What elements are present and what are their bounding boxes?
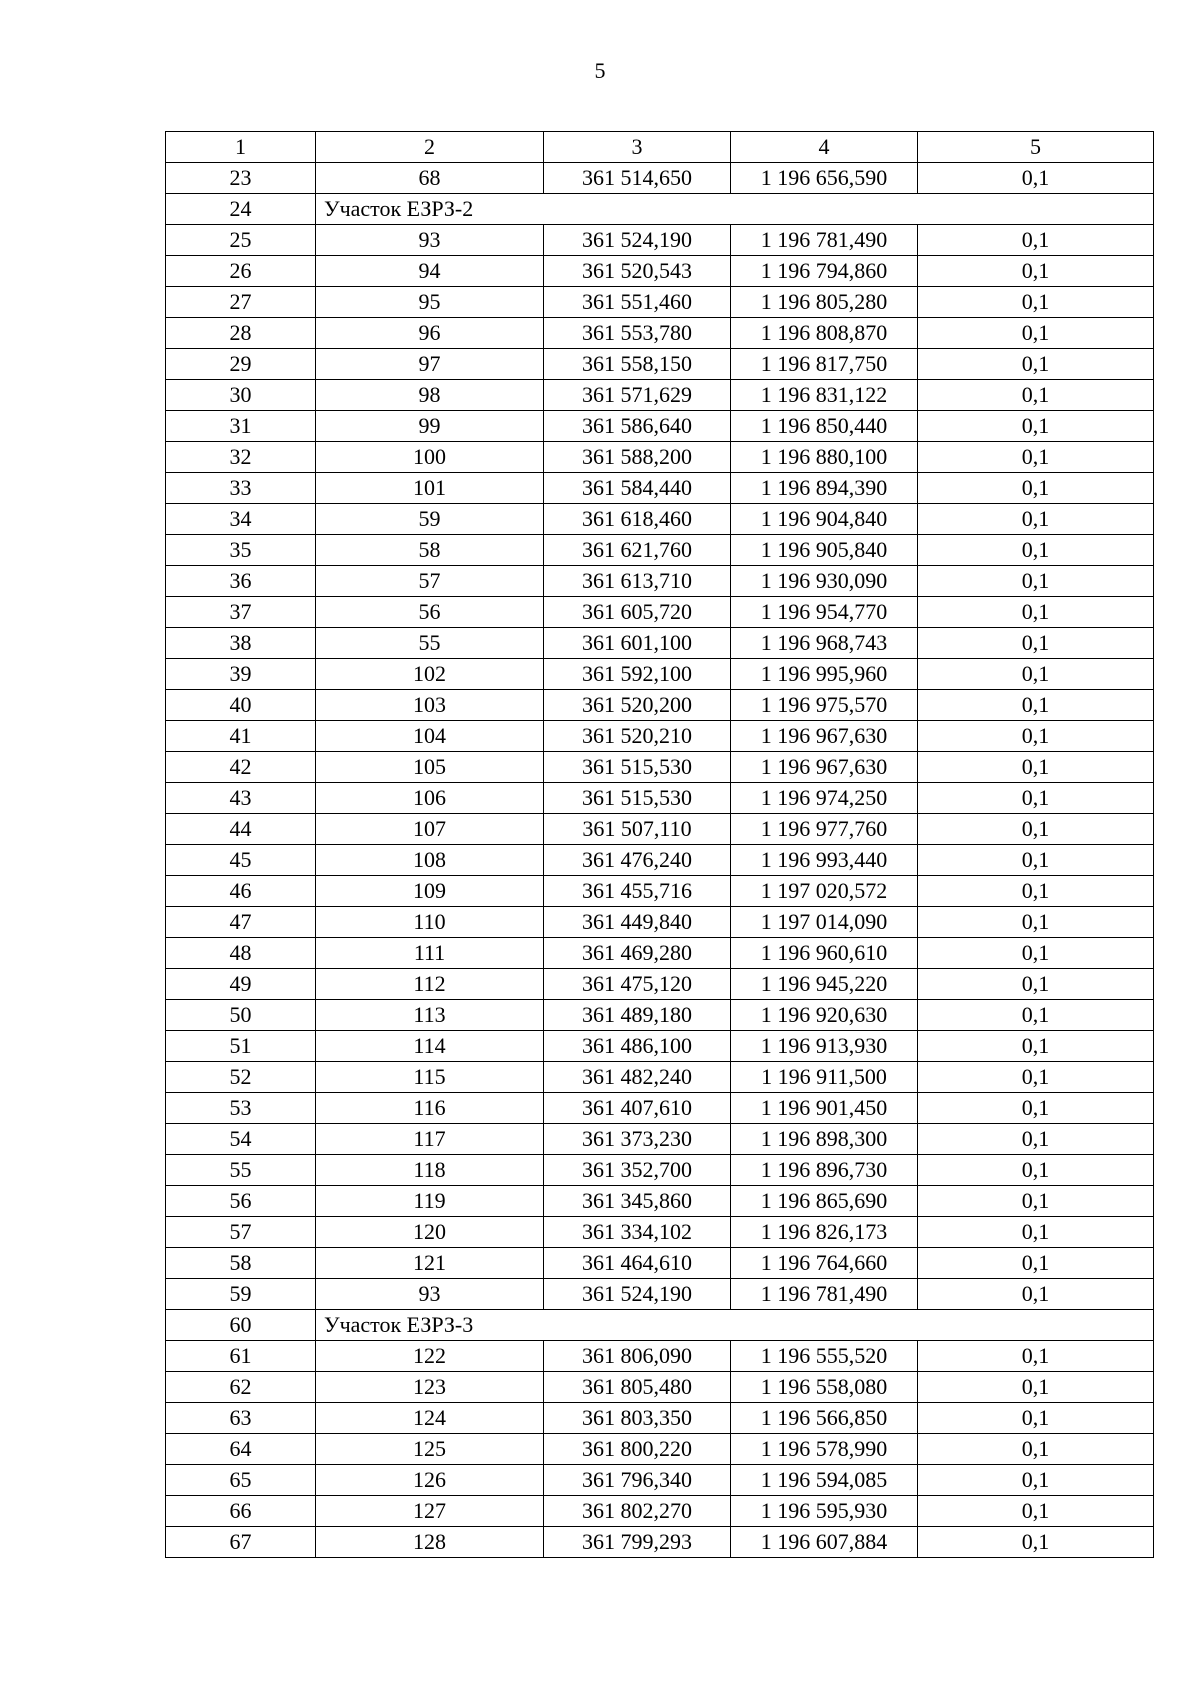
point-number-cell: 126 <box>316 1465 544 1496</box>
row-number-cell: 58 <box>166 1248 316 1279</box>
point-number-cell: 56 <box>316 597 544 628</box>
y-coordinate-cell: 1 196 977,760 <box>731 814 918 845</box>
table-row <box>166 1248 1154 1279</box>
row-number-cell: 37 <box>166 597 316 628</box>
point-number-cell: 116 <box>316 1093 544 1124</box>
point-number-cell: 128 <box>316 1527 544 1558</box>
table-row <box>166 1124 1154 1155</box>
x-coordinate-cell: 361 524,190 <box>544 225 731 256</box>
row-number-cell: 26 <box>166 256 316 287</box>
accuracy-cell: 0,1 <box>918 876 1154 907</box>
column-header: 3 <box>544 132 731 163</box>
y-coordinate-cell: 1 196 920,630 <box>731 1000 918 1031</box>
row-number-cell: 28 <box>166 318 316 349</box>
x-coordinate-cell: 361 486,100 <box>544 1031 731 1062</box>
x-coordinate-cell: 361 605,720 <box>544 597 731 628</box>
table-row <box>166 566 1154 597</box>
row-number-cell: 65 <box>166 1465 316 1496</box>
y-coordinate-cell: 1 196 781,490 <box>731 1279 918 1310</box>
x-coordinate-cell: 361 621,760 <box>544 535 731 566</box>
table-row <box>166 1000 1154 1031</box>
column-header: 5 <box>918 132 1154 163</box>
point-number-cell: 94 <box>316 256 544 287</box>
table-row <box>166 504 1154 535</box>
point-number-cell: 93 <box>316 1279 544 1310</box>
table-row <box>166 659 1154 690</box>
x-coordinate-cell: 361 514,650 <box>544 163 731 194</box>
point-number-cell: 114 <box>316 1031 544 1062</box>
x-coordinate-cell: 361 520,200 <box>544 690 731 721</box>
table-header-row <box>166 132 1154 163</box>
table-row <box>166 690 1154 721</box>
y-coordinate-cell: 1 196 578,990 <box>731 1434 918 1465</box>
y-coordinate-cell: 1 196 911,500 <box>731 1062 918 1093</box>
row-number-cell: 42 <box>166 752 316 783</box>
table-row <box>166 783 1154 814</box>
accuracy-cell: 0,1 <box>918 411 1154 442</box>
accuracy-cell: 0,1 <box>918 597 1154 628</box>
accuracy-cell: 0,1 <box>918 814 1154 845</box>
point-number-cell: 59 <box>316 504 544 535</box>
table-row <box>166 1217 1154 1248</box>
row-number-cell: 23 <box>166 163 316 194</box>
accuracy-cell: 0,1 <box>918 690 1154 721</box>
y-coordinate-cell: 1 196 594,085 <box>731 1465 918 1496</box>
row-number-cell: 35 <box>166 535 316 566</box>
row-number-cell: 31 <box>166 411 316 442</box>
table-row <box>166 473 1154 504</box>
column-header: 4 <box>731 132 918 163</box>
table-row <box>166 1031 1154 1062</box>
point-number-cell: 118 <box>316 1155 544 1186</box>
row-number-cell: 41 <box>166 721 316 752</box>
table-row <box>166 380 1154 411</box>
point-number-cell: 103 <box>316 690 544 721</box>
y-coordinate-cell: 1 196 967,630 <box>731 752 918 783</box>
x-coordinate-cell: 361 334,102 <box>544 1217 731 1248</box>
point-number-cell: 99 <box>316 411 544 442</box>
table-row <box>166 1527 1154 1558</box>
table-row <box>166 256 1154 287</box>
y-coordinate-cell: 1 196 995,960 <box>731 659 918 690</box>
x-coordinate-cell: 361 515,530 <box>544 783 731 814</box>
x-coordinate-cell: 361 482,240 <box>544 1062 731 1093</box>
y-coordinate-cell: 1 197 014,090 <box>731 907 918 938</box>
point-number-cell: 108 <box>316 845 544 876</box>
y-coordinate-cell: 1 196 975,570 <box>731 690 918 721</box>
row-number-cell: 56 <box>166 1186 316 1217</box>
accuracy-cell: 0,1 <box>918 1155 1154 1186</box>
y-coordinate-cell: 1 196 930,090 <box>731 566 918 597</box>
row-number-cell: 48 <box>166 938 316 969</box>
y-coordinate-cell: 1 196 945,220 <box>731 969 918 1000</box>
x-coordinate-cell: 361 558,150 <box>544 349 731 380</box>
section-label-cell: Участок ЕЗРЗ-2 <box>316 194 1154 225</box>
row-number-cell: 39 <box>166 659 316 690</box>
row-number-cell: 67 <box>166 1527 316 1558</box>
x-coordinate-cell: 361 796,340 <box>544 1465 731 1496</box>
accuracy-cell: 0,1 <box>918 442 1154 473</box>
y-coordinate-cell: 1 196 898,300 <box>731 1124 918 1155</box>
point-number-cell: 96 <box>316 318 544 349</box>
point-number-cell: 121 <box>316 1248 544 1279</box>
table-body <box>166 163 1154 1558</box>
row-number-cell: 46 <box>166 876 316 907</box>
point-number-cell: 113 <box>316 1000 544 1031</box>
accuracy-cell: 0,1 <box>918 473 1154 504</box>
table-row <box>166 969 1154 1000</box>
point-number-cell: 125 <box>316 1434 544 1465</box>
row-number-cell: 30 <box>166 380 316 411</box>
row-number-cell: 51 <box>166 1031 316 1062</box>
table-row <box>166 163 1154 194</box>
row-number-cell: 60 <box>166 1310 316 1341</box>
point-number-cell: 112 <box>316 969 544 1000</box>
y-coordinate-cell: 1 196 974,250 <box>731 783 918 814</box>
accuracy-cell: 0,1 <box>918 1434 1154 1465</box>
page-number: 5 <box>594 58 606 83</box>
point-number-cell: 57 <box>316 566 544 597</box>
y-coordinate-cell: 1 196 880,100 <box>731 442 918 473</box>
x-coordinate-cell: 361 588,200 <box>544 442 731 473</box>
table-row <box>166 1062 1154 1093</box>
table-row <box>166 597 1154 628</box>
section-row <box>166 194 1154 225</box>
accuracy-cell: 0,1 <box>918 349 1154 380</box>
y-coordinate-cell: 1 196 817,750 <box>731 349 918 380</box>
row-number-cell: 61 <box>166 1341 316 1372</box>
y-coordinate-cell: 1 196 808,870 <box>731 318 918 349</box>
y-coordinate-cell: 1 196 850,440 <box>731 411 918 442</box>
x-coordinate-cell: 361 449,840 <box>544 907 731 938</box>
point-number-cell: 101 <box>316 473 544 504</box>
table-row <box>166 876 1154 907</box>
y-coordinate-cell: 1 196 894,390 <box>731 473 918 504</box>
accuracy-cell: 0,1 <box>918 783 1154 814</box>
y-coordinate-cell: 1 196 558,080 <box>731 1372 918 1403</box>
y-coordinate-cell: 1 196 960,610 <box>731 938 918 969</box>
row-number-cell: 32 <box>166 442 316 473</box>
point-number-cell: 100 <box>316 442 544 473</box>
row-number-cell: 44 <box>166 814 316 845</box>
point-number-cell: 109 <box>316 876 544 907</box>
y-coordinate-cell: 1 196 954,770 <box>731 597 918 628</box>
x-coordinate-cell: 361 613,710 <box>544 566 731 597</box>
accuracy-cell: 0,1 <box>918 1093 1154 1124</box>
y-coordinate-cell: 1 196 805,280 <box>731 287 918 318</box>
point-number-cell: 119 <box>316 1186 544 1217</box>
point-number-cell: 93 <box>316 225 544 256</box>
accuracy-cell: 0,1 <box>918 535 1154 566</box>
y-coordinate-cell: 1 196 826,173 <box>731 1217 918 1248</box>
row-number-cell: 66 <box>166 1496 316 1527</box>
row-number-cell: 34 <box>166 504 316 535</box>
y-coordinate-cell: 1 196 831,122 <box>731 380 918 411</box>
row-number-cell: 49 <box>166 969 316 1000</box>
table-row <box>166 1372 1154 1403</box>
x-coordinate-cell: 361 469,280 <box>544 938 731 969</box>
accuracy-cell: 0,1 <box>918 1124 1154 1155</box>
table-row <box>166 1341 1154 1372</box>
x-coordinate-cell: 361 475,120 <box>544 969 731 1000</box>
x-coordinate-cell: 361 407,610 <box>544 1093 731 1124</box>
accuracy-cell: 0,1 <box>918 1527 1154 1558</box>
table-row <box>166 1403 1154 1434</box>
x-coordinate-cell: 361 520,543 <box>544 256 731 287</box>
x-coordinate-cell: 361 584,440 <box>544 473 731 504</box>
row-number-cell: 36 <box>166 566 316 597</box>
section-label-cell: Участок ЕЗРЗ-3 <box>316 1310 1154 1341</box>
point-number-cell: 127 <box>316 1496 544 1527</box>
table-row <box>166 411 1154 442</box>
row-number-cell: 45 <box>166 845 316 876</box>
point-number-cell: 97 <box>316 349 544 380</box>
row-number-cell: 29 <box>166 349 316 380</box>
point-number-cell: 115 <box>316 1062 544 1093</box>
row-number-cell: 50 <box>166 1000 316 1031</box>
row-number-cell: 57 <box>166 1217 316 1248</box>
point-number-cell: 106 <box>316 783 544 814</box>
y-coordinate-cell: 1 196 656,590 <box>731 163 918 194</box>
point-number-cell: 58 <box>316 535 544 566</box>
row-number-cell: 52 <box>166 1062 316 1093</box>
point-number-cell: 110 <box>316 907 544 938</box>
row-number-cell: 63 <box>166 1403 316 1434</box>
accuracy-cell: 0,1 <box>918 1372 1154 1403</box>
row-number-cell: 25 <box>166 225 316 256</box>
accuracy-cell: 0,1 <box>918 907 1154 938</box>
accuracy-cell: 0,1 <box>918 1465 1154 1496</box>
accuracy-cell: 0,1 <box>918 1000 1154 1031</box>
row-number-cell: 62 <box>166 1372 316 1403</box>
x-coordinate-cell: 361 805,480 <box>544 1372 731 1403</box>
x-coordinate-cell: 361 515,530 <box>544 752 731 783</box>
x-coordinate-cell: 361 586,640 <box>544 411 731 442</box>
table-row <box>166 349 1154 380</box>
table-row <box>166 938 1154 969</box>
x-coordinate-cell: 361 352,700 <box>544 1155 731 1186</box>
x-coordinate-cell: 361 507,110 <box>544 814 731 845</box>
accuracy-cell: 0,1 <box>918 659 1154 690</box>
row-number-cell: 64 <box>166 1434 316 1465</box>
row-number-cell: 55 <box>166 1155 316 1186</box>
y-coordinate-cell: 1 196 896,730 <box>731 1155 918 1186</box>
accuracy-cell: 0,1 <box>918 256 1154 287</box>
table-row <box>166 1279 1154 1310</box>
x-coordinate-cell: 361 455,716 <box>544 876 731 907</box>
y-coordinate-cell: 1 196 607,884 <box>731 1527 918 1558</box>
x-coordinate-cell: 361 592,100 <box>544 659 731 690</box>
accuracy-cell: 0,1 <box>918 938 1154 969</box>
y-coordinate-cell: 1 196 901,450 <box>731 1093 918 1124</box>
x-coordinate-cell: 361 464,610 <box>544 1248 731 1279</box>
point-number-cell: 98 <box>316 380 544 411</box>
row-number-cell: 38 <box>166 628 316 659</box>
x-coordinate-cell: 361 802,270 <box>544 1496 731 1527</box>
accuracy-cell: 0,1 <box>918 1341 1154 1372</box>
table-row <box>166 287 1154 318</box>
x-coordinate-cell: 361 799,293 <box>544 1527 731 1558</box>
y-coordinate-cell: 1 196 905,840 <box>731 535 918 566</box>
table-row <box>166 1496 1154 1527</box>
y-coordinate-cell: 1 196 555,520 <box>731 1341 918 1372</box>
x-coordinate-cell: 361 618,460 <box>544 504 731 535</box>
accuracy-cell: 0,1 <box>918 752 1154 783</box>
row-number-cell: 27 <box>166 287 316 318</box>
accuracy-cell: 0,1 <box>918 318 1154 349</box>
row-number-cell: 33 <box>166 473 316 504</box>
accuracy-cell: 0,1 <box>918 163 1154 194</box>
point-number-cell: 120 <box>316 1217 544 1248</box>
y-coordinate-cell: 1 196 595,930 <box>731 1496 918 1527</box>
point-number-cell: 102 <box>316 659 544 690</box>
x-coordinate-cell: 361 373,230 <box>544 1124 731 1155</box>
row-number-cell: 24 <box>166 194 316 225</box>
x-coordinate-cell: 361 803,350 <box>544 1403 731 1434</box>
table-row <box>166 225 1154 256</box>
row-number-cell: 43 <box>166 783 316 814</box>
x-coordinate-cell: 361 520,210 <box>544 721 731 752</box>
y-coordinate-cell: 1 196 764,660 <box>731 1248 918 1279</box>
point-number-cell: 105 <box>316 752 544 783</box>
row-number-cell: 47 <box>166 907 316 938</box>
table-row <box>166 907 1154 938</box>
row-number-cell: 59 <box>166 1279 316 1310</box>
x-coordinate-cell: 361 524,190 <box>544 1279 731 1310</box>
accuracy-cell: 0,1 <box>918 1217 1154 1248</box>
accuracy-cell: 0,1 <box>918 504 1154 535</box>
y-coordinate-cell: 1 196 781,490 <box>731 225 918 256</box>
accuracy-cell: 0,1 <box>918 1496 1154 1527</box>
row-number-cell: 53 <box>166 1093 316 1124</box>
x-coordinate-cell: 361 806,090 <box>544 1341 731 1372</box>
row-number-cell: 54 <box>166 1124 316 1155</box>
y-coordinate-cell: 1 196 566,850 <box>731 1403 918 1434</box>
y-coordinate-cell: 1 196 913,930 <box>731 1031 918 1062</box>
table-row <box>166 1465 1154 1496</box>
table-row <box>166 845 1154 876</box>
accuracy-cell: 0,1 <box>918 1186 1154 1217</box>
accuracy-cell: 0,1 <box>918 845 1154 876</box>
accuracy-cell: 0,1 <box>918 566 1154 597</box>
point-number-cell: 95 <box>316 287 544 318</box>
table-row <box>166 1186 1154 1217</box>
y-coordinate-cell: 1 196 993,440 <box>731 845 918 876</box>
column-header: 1 <box>166 132 316 163</box>
x-coordinate-cell: 361 489,180 <box>544 1000 731 1031</box>
table-row <box>166 535 1154 566</box>
point-number-cell: 55 <box>316 628 544 659</box>
x-coordinate-cell: 361 601,100 <box>544 628 731 659</box>
accuracy-cell: 0,1 <box>918 969 1154 1000</box>
accuracy-cell: 0,1 <box>918 287 1154 318</box>
point-number-cell: 124 <box>316 1403 544 1434</box>
accuracy-cell: 0,1 <box>918 628 1154 659</box>
x-coordinate-cell: 361 551,460 <box>544 287 731 318</box>
accuracy-cell: 0,1 <box>918 1403 1154 1434</box>
x-coordinate-cell: 361 571,629 <box>544 380 731 411</box>
y-coordinate-cell: 1 196 904,840 <box>731 504 918 535</box>
point-number-cell: 68 <box>316 163 544 194</box>
table-row <box>166 752 1154 783</box>
accuracy-cell: 0,1 <box>918 1062 1154 1093</box>
table-row <box>166 814 1154 845</box>
x-coordinate-cell: 361 800,220 <box>544 1434 731 1465</box>
point-number-cell: 107 <box>316 814 544 845</box>
accuracy-cell: 0,1 <box>918 225 1154 256</box>
y-coordinate-cell: 1 196 865,690 <box>731 1186 918 1217</box>
row-number-cell: 40 <box>166 690 316 721</box>
table-row <box>166 1434 1154 1465</box>
column-header: 2 <box>316 132 544 163</box>
table-row <box>166 318 1154 349</box>
table-row <box>166 1093 1154 1124</box>
x-coordinate-cell: 361 553,780 <box>544 318 731 349</box>
accuracy-cell: 0,1 <box>918 1248 1154 1279</box>
y-coordinate-cell: 1 196 794,860 <box>731 256 918 287</box>
y-coordinate-cell: 1 196 967,630 <box>731 721 918 752</box>
accuracy-cell: 0,1 <box>918 380 1154 411</box>
point-number-cell: 117 <box>316 1124 544 1155</box>
accuracy-cell: 0,1 <box>918 1279 1154 1310</box>
x-coordinate-cell: 361 345,860 <box>544 1186 731 1217</box>
point-number-cell: 104 <box>316 721 544 752</box>
y-coordinate-cell: 1 196 968,743 <box>731 628 918 659</box>
section-row <box>166 1310 1154 1341</box>
point-number-cell: 123 <box>316 1372 544 1403</box>
point-number-cell: 111 <box>316 938 544 969</box>
x-coordinate-cell: 361 476,240 <box>544 845 731 876</box>
table-row <box>166 1155 1154 1186</box>
point-number-cell: 122 <box>316 1341 544 1372</box>
accuracy-cell: 0,1 <box>918 1031 1154 1062</box>
y-coordinate-cell: 1 197 020,572 <box>731 876 918 907</box>
accuracy-cell: 0,1 <box>918 721 1154 752</box>
coordinates-table <box>165 131 1154 1558</box>
table-row <box>166 628 1154 659</box>
table-row <box>166 721 1154 752</box>
table-row <box>166 442 1154 473</box>
